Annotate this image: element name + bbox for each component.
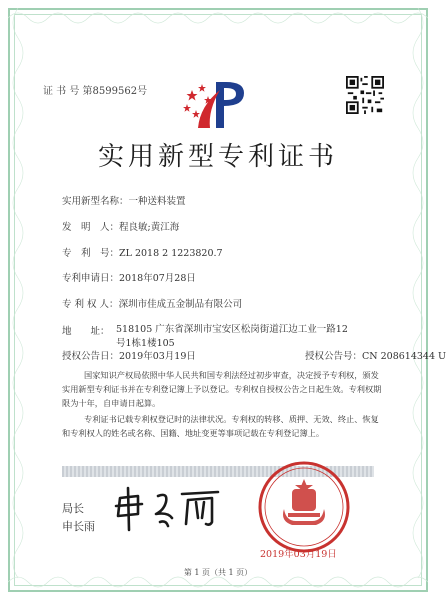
field-value: 程良敏;黄江海 xyxy=(119,222,180,233)
grant-date-row xyxy=(62,348,196,362)
signature-icon xyxy=(108,484,228,534)
field-row-inventor xyxy=(62,219,179,233)
grant-date-value: 2019年03月19日 xyxy=(119,351,196,362)
certificate-title: 实用新型专利证书 xyxy=(97,142,338,172)
field-row-patentee xyxy=(62,296,242,310)
field-label: 专利申请日： xyxy=(62,273,120,284)
field-value: 深圳市佳成五金制品有限公司 xyxy=(118,299,243,310)
paragraph-grant-statement: 国家知识产权局依照中华人民共和国专利法经过初步审查，决定授予专利权，颁发实用新型专利证书并在专利登记簿上予以登记。专利权自授权公告之日起生效。专利权期限为十年，自申请日起算。 xyxy=(62,370,382,408)
field-label: 专 利 权 人： xyxy=(62,299,119,310)
field-value: 2018年07月28日 xyxy=(119,273,196,284)
seal-icon xyxy=(256,459,352,555)
field-row-patent-number xyxy=(62,245,223,259)
emblem-icon xyxy=(180,76,250,134)
field-label: 专 利 号： xyxy=(62,248,120,259)
seal-date: 2019年03月19日 xyxy=(260,549,337,560)
grant-date-label: 授权公告日： xyxy=(62,351,120,362)
field-label: 实用新型名称： xyxy=(62,196,129,207)
field-value: ZL 2018 2 1223820.7 xyxy=(119,248,223,259)
field-row-application-date xyxy=(62,270,196,284)
signatory-title: 局长 xyxy=(62,502,84,515)
qr-code-icon xyxy=(346,76,384,114)
page-number: 第 1 页（共 1 页） xyxy=(183,568,253,577)
address-label: 地 址： xyxy=(62,326,110,337)
paragraph-legal-status: 专利证书记载专利权登记时的法律状况。专利权的转移、质押、无效、终止、恢复和专利权人的姓名或名称、国籍、地址变更等事项记载在专利登记簿上。 xyxy=(62,414,379,438)
signatory-name: 申长雨 xyxy=(62,520,95,533)
grant-number-value: CN 208614344 U xyxy=(362,351,446,362)
certificate-number-label: 证 书 号 xyxy=(43,86,80,97)
field-label: 发 明 人： xyxy=(62,222,120,233)
grant-number-row xyxy=(305,348,446,362)
address-value: 518105 广东省深圳市宝安区松岗街道江边工业一路12号1栋1楼105 xyxy=(116,324,348,349)
certificate-number-value: 第8599562号 xyxy=(82,86,148,97)
certificate-number xyxy=(43,82,147,97)
field-row-name xyxy=(62,193,186,207)
field-value: 一种送料装置 xyxy=(128,196,186,207)
grant-number-label: 授权公告号： xyxy=(305,351,363,362)
